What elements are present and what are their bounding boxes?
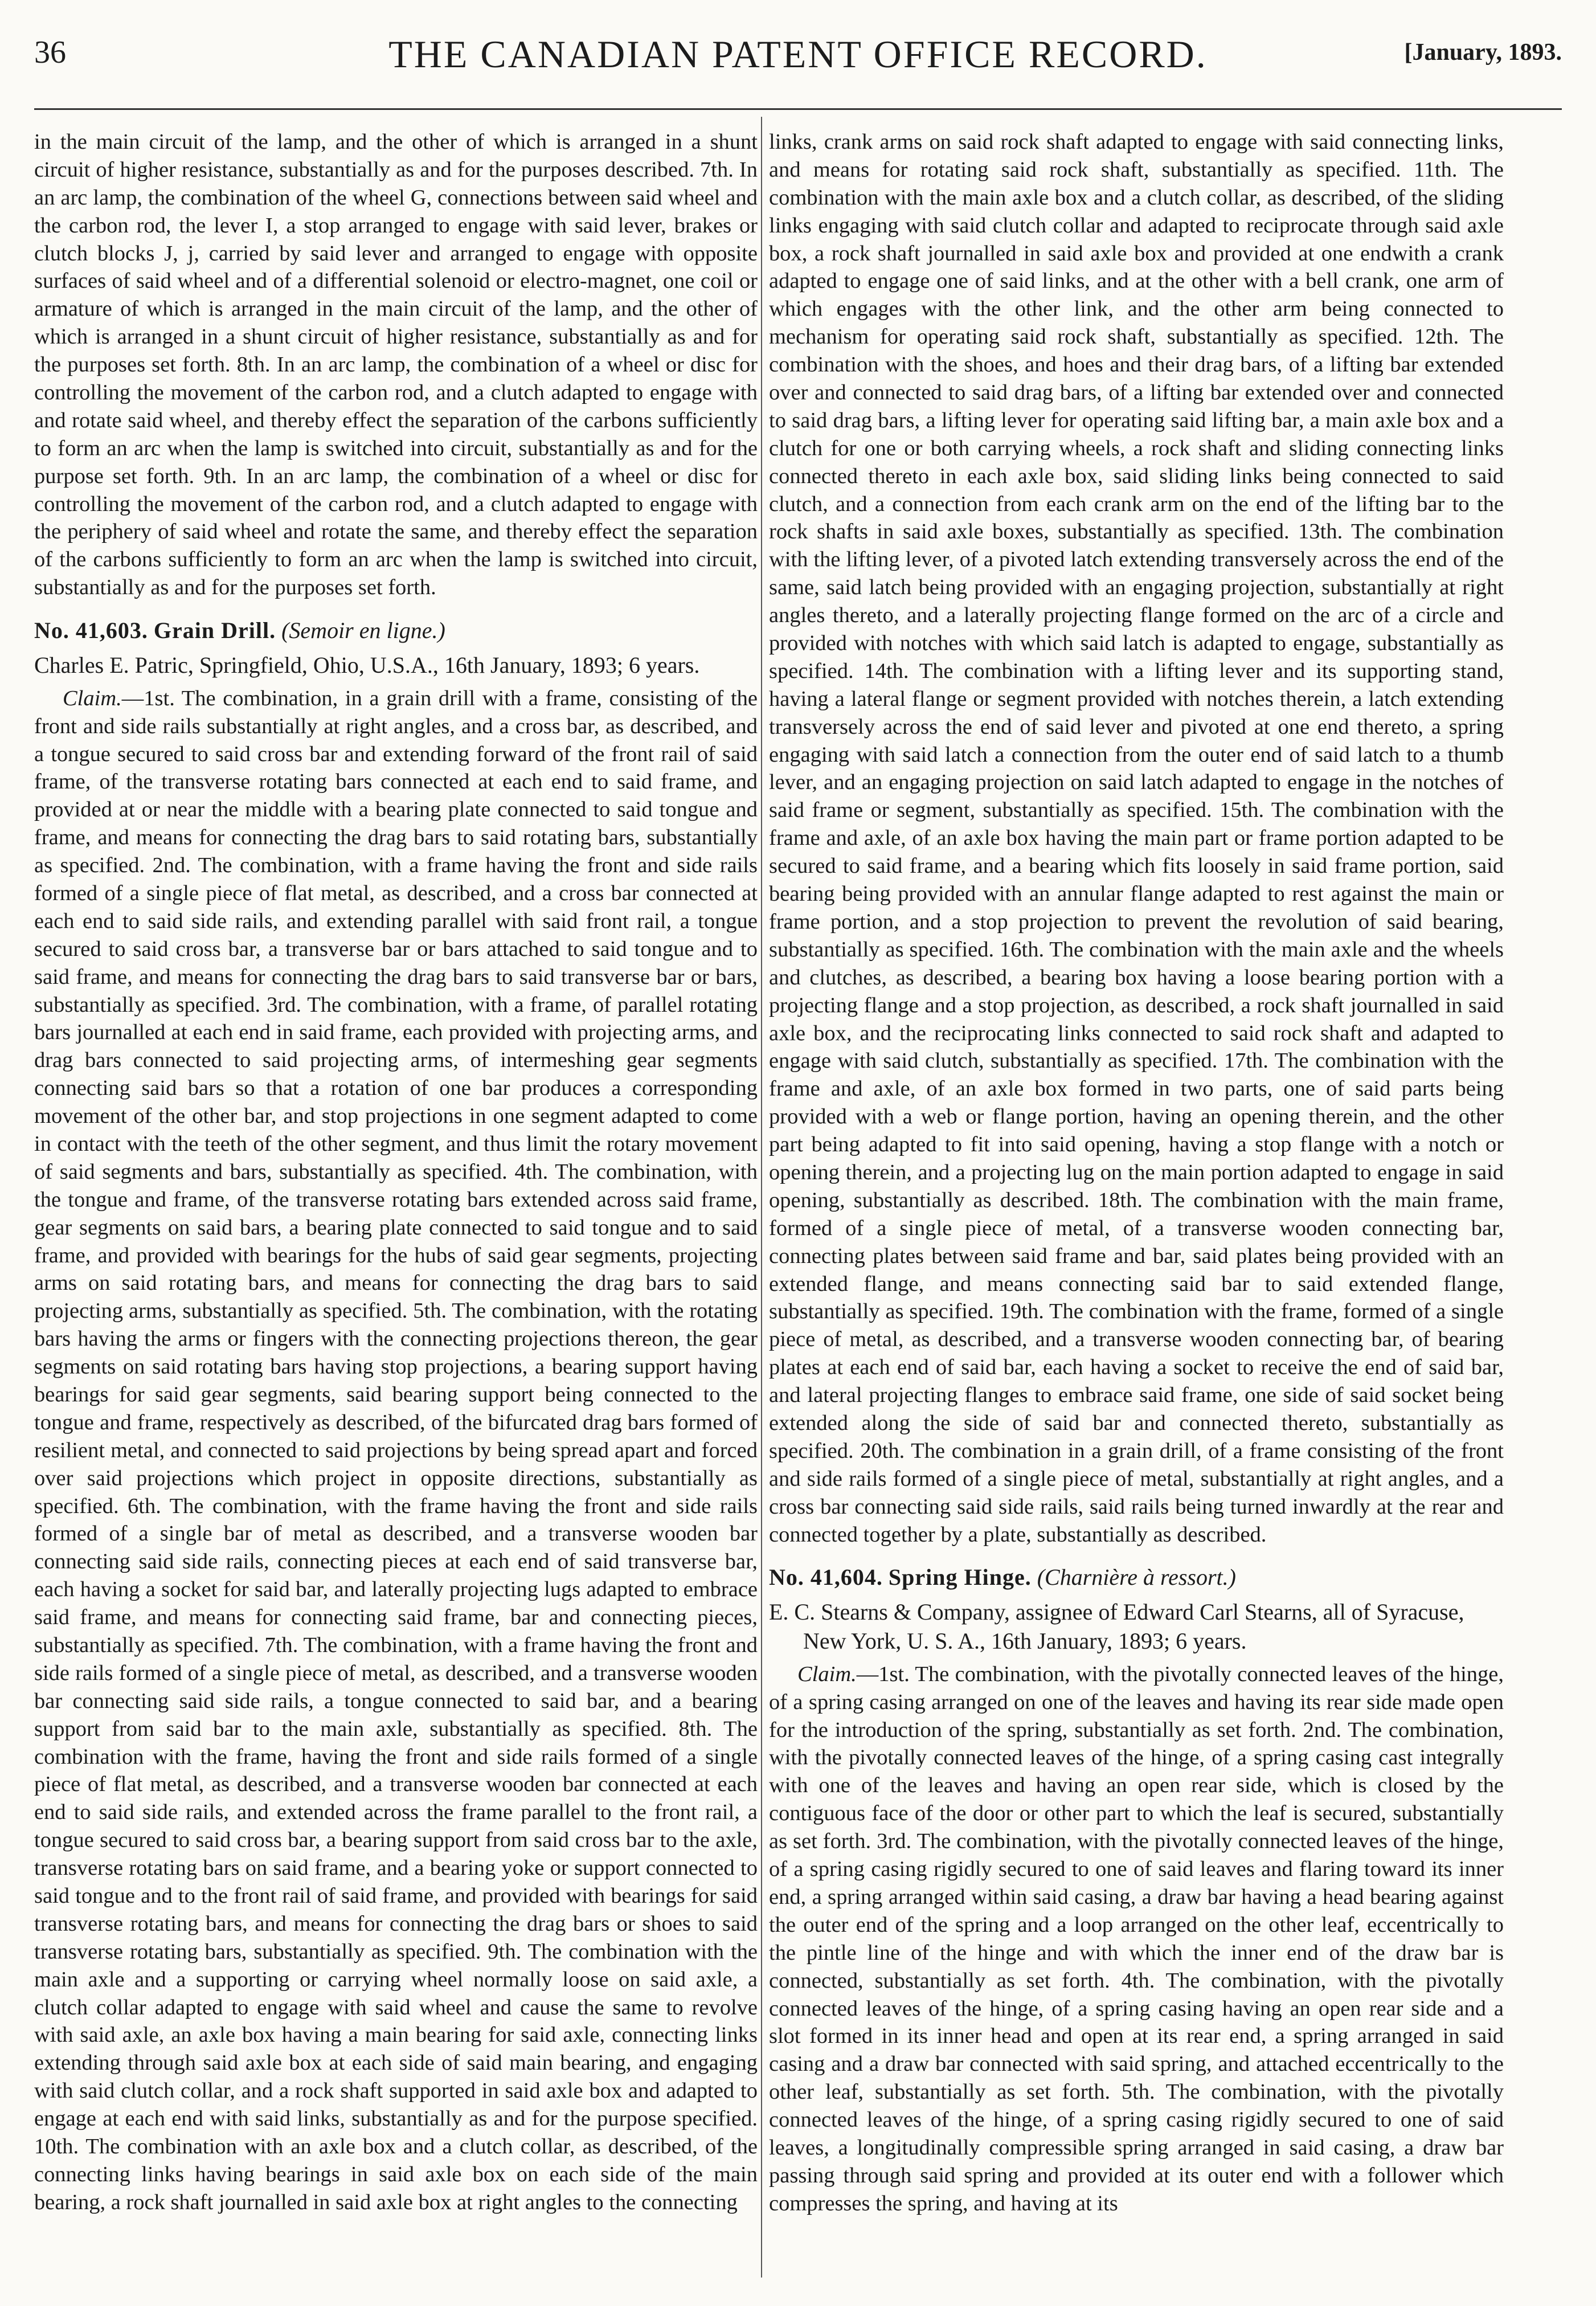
patent-claims	[34, 685, 758, 2217]
patent-french-name: (Semoir en ligne.)	[281, 618, 445, 644]
claim-label: Claim.	[797, 1662, 857, 1686]
patent-claims	[769, 1661, 1504, 2218]
patent-heading	[769, 1563, 1504, 1592]
page-header	[34, 27, 1562, 90]
patent-number: No. 41,604.	[769, 1564, 883, 1591]
header-rule	[34, 108, 1562, 110]
patent-french-name: (Charnière à ressort.)	[1037, 1564, 1236, 1591]
continued-claims: in the main circuit of the lamp, and the other of which is arranged in a shunt circuit of higher resistance, substantially as and for the purposes described. 7th. In an arc lamp, the combination of the wheel G, connections between said wheel and the carbon rod, the lever I, a stop arranged to engage with said lever, brakes or clutch blocks J, j, carried by said lever and arranged to engage with opposite surfaces of said wheel and of a differential solenoid or electro-magnet, one coil or armature of which is arranged in the main circuit of the lamp, and the other of which is arranged in a shunt circuit of higher resistance, substantially as and for the purposes set forth. 8th. In an arc lamp, the combination of a wheel or disc for controlling the movement of the carbon rod, and a clutch adapted to engage with and rotate said wheel, and thereby effect the separation of the carbons sufficiently to form an arc when the lamp is switched into circuit, substantially as and for the purpose set forth. 9th. In an arc lamp, the combination of a wheel or disc for controlling the movement of the carbon rod, and a clutch adapted to engage with the periphery of said wheel and rotate the same, and thereby effect the separation of the carbons sufficiently to form an arc when the lamp is switched into circuit, substantially as and for the purposes set forth.	[34, 130, 758, 600]
claim-label: Claim.	[63, 686, 122, 710]
continued-claims: links, crank arms on said rock shaft adapted to engage with said connecting links, and means for rotating said rock shaft, substantially as specified. 11th. The combination with the main axle box and a clutch collar, as described, of the sliding links engaging with said clutch collar and adapted to reciprocate through said axle box, a rock shaft journalled in said axle box and provided at one endwith a crank adapted to engage one of said links, and at the other with a bell crank, one arm of which engages with the other link, and the other arm being connected to mechanism for operating said rock shaft, substantially as specified. 12th. The combination with the shoes, and hoes and their drag bars, of a lifting bar extended over and connected to said drag bars, of a lifting bar extended over and connected to said drag bars, a lifting lever for operating said lifting bar, a main axle box and a clutch for one or both carrying wheels, a rock shaft and sliding connecting links connected thereto in each axle box, said sliding links being connected to said clutch, and a connection from each crank arm on the end of the lifting bar to the rock shafts in said axle boxes, substantially as specified. 13th. The combination with the lifting lever, of a pivoted latch extending transversely across the end of the same, said latch being provided with an engaging projection, substantially at right angles thereto, and a laterally projecting flange formed on the arc of a circle and provided with notches with which said latch is adapted to engage, substantially as specified. 14th. The combination with a lifting lever and its supporting stand, having a lateral flange or segment provided with notches therein, a latch extending transversely across the end of said lever and pivoted at one end thereto, a spring engaging with said latch a connection from the outer end of said latch to a thumb lever, and an engaging projection on said latch adapted to engage in the notches of said frame or segment, substantially as specified. 15th. The combination with the frame and axle, of an axle box having the main part or frame portion adapted to be secured to said frame, and a bearing which fits loosely in said frame portion, said bearing being provided with an annular flange adapted to rest against the main or frame portion, and a stop projection to prevent the revolution of said bearing, substantially as specified. 16th. The combination with the main axle and the wheels and clutches, as described, a bearing box having a loose bearing portion with a projecting flange and a stop projection, as described, a rock shaft journalled in said axle box, and the reciprocating links connected to said rock shaft and adapted to engage with said clutch, substantially as specified. 17th. The combination with the frame and axle, of an axle box formed in two parts, one of said parts being provided with a web or flange portion, having an opening therein, and the other part being adapted to fit into said opening, having a stop flange with a notch or opening therein, and a projecting lug on the main portion adapted to engage in said opening, substantially as described. 18th. The combination with the main frame, formed of a single piece of metal, of a transverse wooden connecting bar, connecting plates between said frame and bar, said plates being provided with an extended flange, and means connecting said bar to said extended flange, substantially as specified. 19th. The combination with the frame, formed of a single piece of metal, as described, and a transverse wooden connecting bar, of bearing plates at each end of said bar, each having a socket to receive the end of said bar, and lateral projecting flanges to embrace said frame, one side of said socket being extended along the side of said bar and connected thereto, substantially as specified. 20th. The combination in a grain drill, of a frame consisting of the front and side rails formed of a single piece of metal, substantially at right angles, and a cross bar connecting said side rails, said rails being turned inwardly at the rear and connected together by a plate, substantially as described.	[769, 130, 1504, 1547]
patent-heading	[34, 616, 758, 645]
claim-text: —1st. The combination, in a grain drill with a frame, consisting of the front and side rails substantially at right angles, and a cross bar, as described, and a tongue secured to said cross bar and extending forward of the front rail of said frame, of the transverse rotating bars connected at each end to said frame, and provided at or near the middle with a bearing plate connected to said tongue and frame, and means for connecting the drag bars to said rotating bars, substantially as specified. 2nd. The combination, with a frame having the front and side rails formed of a single piece of flat metal, as described, and a cross bar connected at each end to said side rails, and extending parallel with said front rail, a tongue secured to said cross bar, a transverse bar or bars attached to said tongue and to said frame, and means for connecting the drag bars to said transverse bar or bars, substantially as specified. 3rd. The combination, with a frame, of parallel rotating bars journalled at each end in said frame, each provided with projecting arms, and drag bars connected to said projecting arms, of intermeshing gear segments connecting said bars so that a rotation of one bar produces a corresponding movement of the other bar, and stop projections in one segment adapted to come in contact with the teeth of the other segment, and thus limit the rotary movement of said segments and bars, substantially as specified. 4th. The combination, with the tongue and frame, of the transverse rotating bars extended across said frame, gear segments on said bars, a bearing plate connected to said tongue and to said frame, and provided with bearings for the hubs of said gear segments, projecting arms on said rotating bars, and means for connecting the drag bars to said projecting arms, substantially as specified. 5th. The combination, with the rotating bars having the arms or fingers with the connecting projections thereon, the gear segments on said rotating bars having stop projections, a bearing support having bearings for said gear segments, said bearing support being connected to the tongue and frame, respectively as described, of the bifurcated drag bars formed of resilient metal, and connected to said projections by being spread apart and forced over said projections which project in opposite directions, substantially as specified. 6th. The combination, with the frame having the front and side rails formed of a single bar of metal as described, and a transverse wooden bar connecting said side rails, connecting pieces at each end of said transverse bar, each having a socket for said bar, and laterally projecting lugs adapted to embrace said frame, and means for connecting said frame, bar and connecting pieces, substantially as specified. 7th. The combination, with a frame having the front and side rails formed of a single piece of metal, as described, and a transverse wooden bar connecting said side rails, a tongue connected to said bar, and a bearing support from said bar to the main axle, substantially as specified. 8th. The combination with the frame, having the front and side rails formed of a single piece of flat metal, as described, and a transverse wooden bar connected at each end to said side rails, and extended across the frame parallel to the front rail, a tongue secured to said cross bar, a bearing support from said cross bar to the axle, transverse rotating bars on said frame, and a bearing yoke or support connected to said tongue and to the front rail of said frame, and provided with bearings for said transverse rotating bars, and means for connecting the drag bars or shoes to said transverse rotating bars, substantially as specified. 9th. The combination with the main axle and a supporting or carrying wheel normally loose on said axle, a clutch collar adapted to engage with said wheel and cause the same to revolve with said axle, an axle box having a main bearing for said axle, connecting links extending through said axle box at each side of said main bearing, and engaging with said clutch collar, and a rock shaft supported in said axle box and adapted to engage at each end with said links, substantially as and for the purpose specified. 10th. The combination with an axle box and a clutch collar, as described, of the connecting links having bearings in said axle box on each side of the main bearing, a rock shaft journalled in said axle box at right angles to the connecting	[34, 686, 758, 2214]
left-column	[34, 128, 758, 2272]
issue-date: [January, 1893.	[1404, 39, 1562, 66]
right-column	[769, 128, 1504, 2272]
page-number: 36	[34, 35, 66, 70]
patent-applicant: E. C. Stearns & Company, assignee of Edward Carl Stearns, all of Syracuse, New York, U. S. A., 16th January, 1893; 6 years.	[769, 1599, 1464, 1654]
patent-applicant: Charles E. Patric, Springfield, Ohio, U.S.A., 16th January, 1893; 6 years.	[34, 652, 700, 678]
column-divider	[761, 117, 762, 2278]
claim-text: —1st. The combination, with the pivotally connected leaves of the hinge, of a spring casing arranged on one of the leaves and having its rear side made open for the introduction of the spring, substantially as set forth. 2nd. The combination, with the pivotally connected leaves of the hinge, of a spring casing cast integrally with one of the leaves and having an open rear side, which is closed by the contiguous face of the door or other part to which the leaf is secured, substantially as set forth. 3rd. The combination, with the pivotally connected leaves of the hinge, of a spring casing rigidly secured to one of said leaves and flaring toward its inner end, a spring arranged within said casing, a draw bar having a head bearing against the outer end of the spring and a loop arranged on the other leaf, eccentrically to the pintle line of the hinge and with which the inner end of the draw bar is connected, substantially as set forth. 4th. The combination, with the pivotally connected leaves of the hinge, of a spring casing having an open rear side and a slot formed in its inner head and open at its rear end, a spring arranged in said casing and a draw bar connected with said spring, and attached eccentrically to the other leaf, substantially as set forth. 5th. The combination, with the pivotally connected leaves of the hinge, of a spring casing rigidly secured to one of said leaves, a longitudinally compressible spring arranged in said casing, a draw bar passing through said spring and provided at its outer end with a follower which compresses the spring, and having at its	[769, 1662, 1504, 2215]
patent-number: No. 41,603.	[34, 618, 148, 644]
patent-name: Spring Hinge.	[888, 1564, 1032, 1591]
page-title: THE CANADIAN PATENT OFFICE RECORD.	[388, 32, 1208, 76]
patent-name: Grain Drill.	[153, 618, 276, 644]
